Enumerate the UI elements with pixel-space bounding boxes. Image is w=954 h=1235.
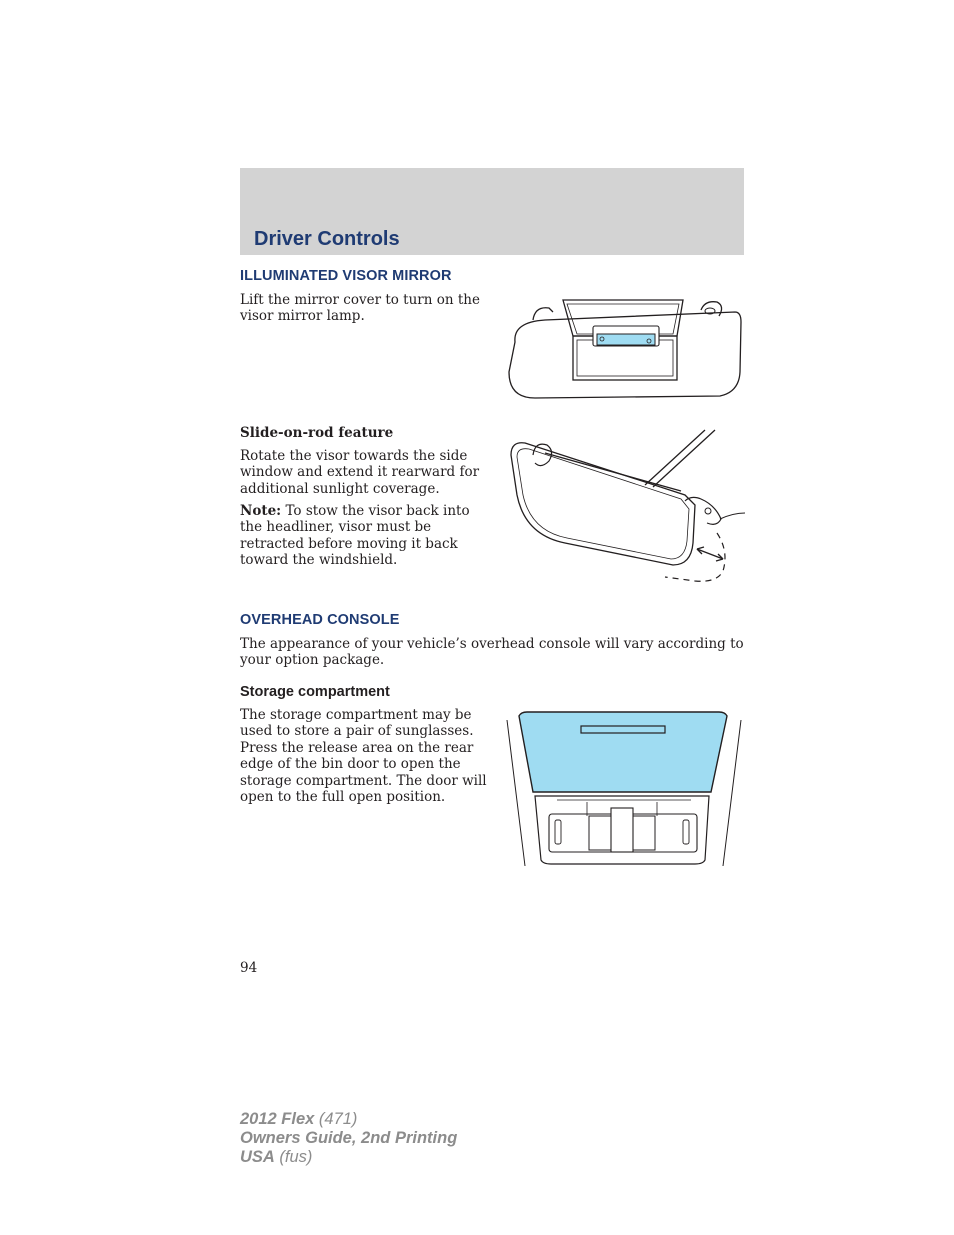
slide-on-rod-text: Rotate the visor towards the side window and extend it rearward for additional sunlight coverage. xyxy=(240,448,480,497)
note-text: To stow the visor back into the headliner, visor must be retracted before moving it back toward the windshield. xyxy=(240,503,470,569)
visor-mirror-text: Lift the mirror cover to turn on the visor mirror lamp. xyxy=(240,292,480,325)
visor-mirror-illustration xyxy=(505,292,745,404)
overhead-console-text: The appearance of your vehicle’s overhead console will vary according to your option package. xyxy=(240,636,744,669)
slide-on-rod-illustration xyxy=(505,425,745,587)
storage-compartment-text: The storage compartment may be used to store a pair of sunglasses. Press the release area on the rear edge of the bin door to open the storage compartment. The door will open to the full open position. xyxy=(240,707,487,806)
footer-line-guide: Owners Guide, 2nd Printing xyxy=(240,1129,458,1147)
page-number: 94 xyxy=(240,960,258,976)
footer-line-model: 2012 Flex (471) xyxy=(240,1110,358,1128)
storage-compartment-illustration xyxy=(505,706,745,868)
visor-mirror-heading: ILLUMINATED VISOR MIRROR xyxy=(240,268,452,284)
page-title: Driver Controls xyxy=(254,228,400,250)
footer-line-market: USA (fus) xyxy=(240,1148,313,1166)
slide-on-rod-heading: Slide-on-rod feature xyxy=(240,425,394,441)
storage-compartment-heading: Storage compartment xyxy=(240,684,390,700)
slide-on-rod-note xyxy=(240,503,490,569)
overhead-console-heading: OVERHEAD CONSOLE xyxy=(240,612,400,628)
footer-imprint xyxy=(240,1110,457,1167)
section-header-band xyxy=(240,168,744,255)
note-label: Note: xyxy=(240,503,282,519)
